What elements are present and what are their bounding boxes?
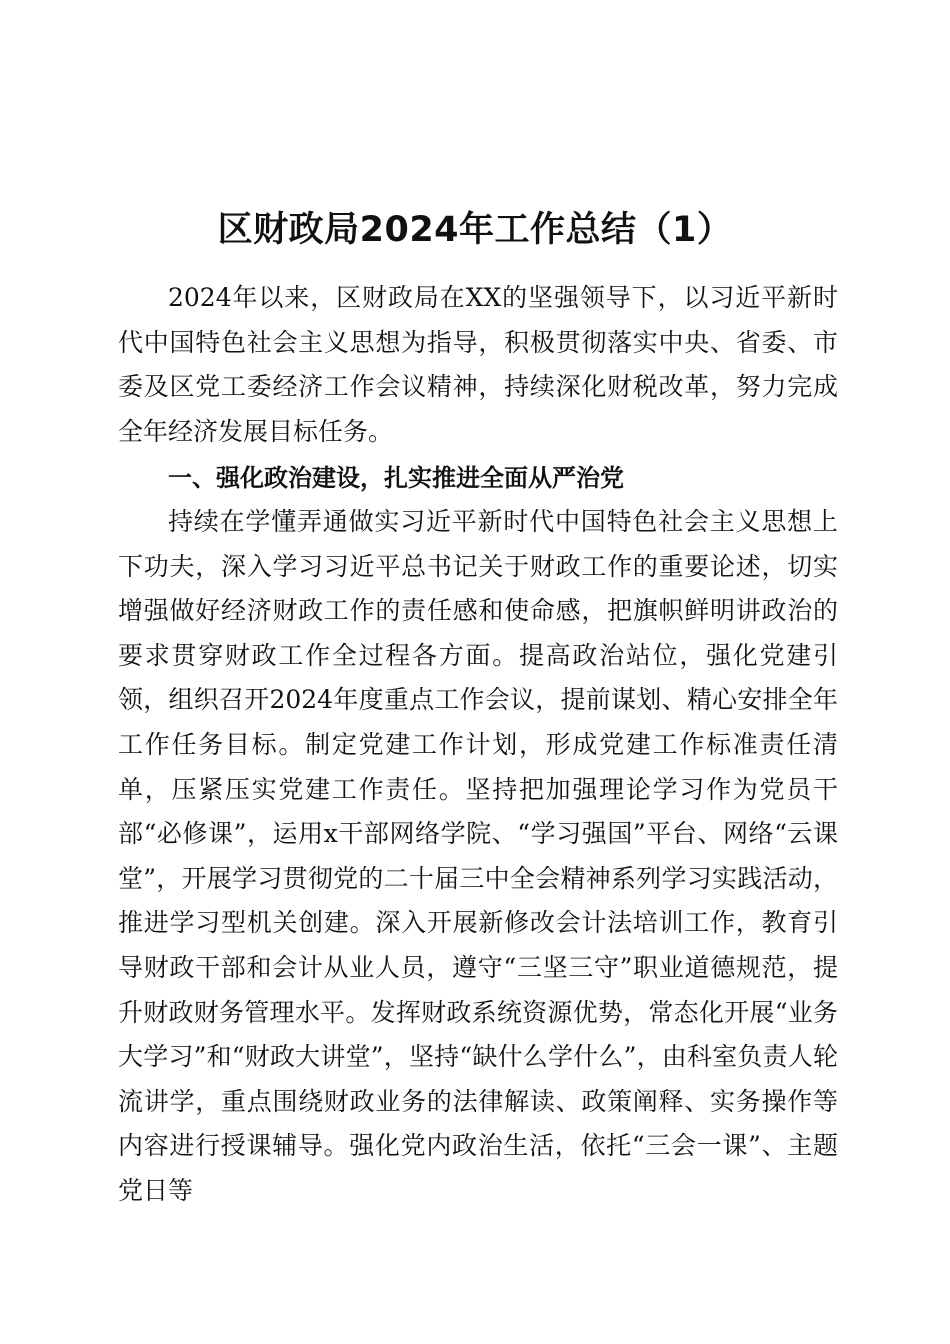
intro-paragraph: 2024年以来，区财政局在XX的坚强领导下，以习近平新时代中国特色社会主义思想为指导，积极贯彻落实中央、省委、市委及区党工委经济工作会议精神，持续深化财税改革，努力完成全年经济发展目标任务。 [118, 283, 838, 446]
section-heading: 一、强化政治建设，扎实推进全面从严治党 [168, 464, 624, 492]
section-body-paragraph: 持续在学懂弄通做实习近平新时代中国特色社会主义思想上下功夫，深入学习习近平总书记关于财政工作的重要论述，切实增强做好经济财政工作的责任感和使命感，把旗帜鲜明讲政治的要求贯穿财政工作全过程各方面。提高政治站位，强化党建引领，组织召开2024年度重点工作会议，提前谋划、精心安排全年工作任务目标。制定党建工作计划，形成党建工作标准责任清单，压紧压实党建工作责任。坚持把加强理论学习作为党员干部“必修课”，运用x干部网络学院、“学习强国”平台、网络“云课堂”，开展学习贯彻党的二十届三中全会精神系列学习实践活动，推进学习型机关创建。深入开展新修改会计法培训工作，教育引导财政干部和会计从业人员，遵守“三坚三守”职业道德规范，提升财政财务管理水平。发挥财政系统资源优势，常态化开展“业务大学习”和“财政大讲堂”，坚持“缺什么学什么”，由科室负责人轮流讲学，重点围绕财政业务的法律解读、政策阐释、实务操作等内容进行授课辅导。强化党内政治生活，依托“三会一课”、主题党日等 [118, 507, 838, 1205]
document-title: 区财政局2024年工作总结（1） [217, 210, 733, 250]
